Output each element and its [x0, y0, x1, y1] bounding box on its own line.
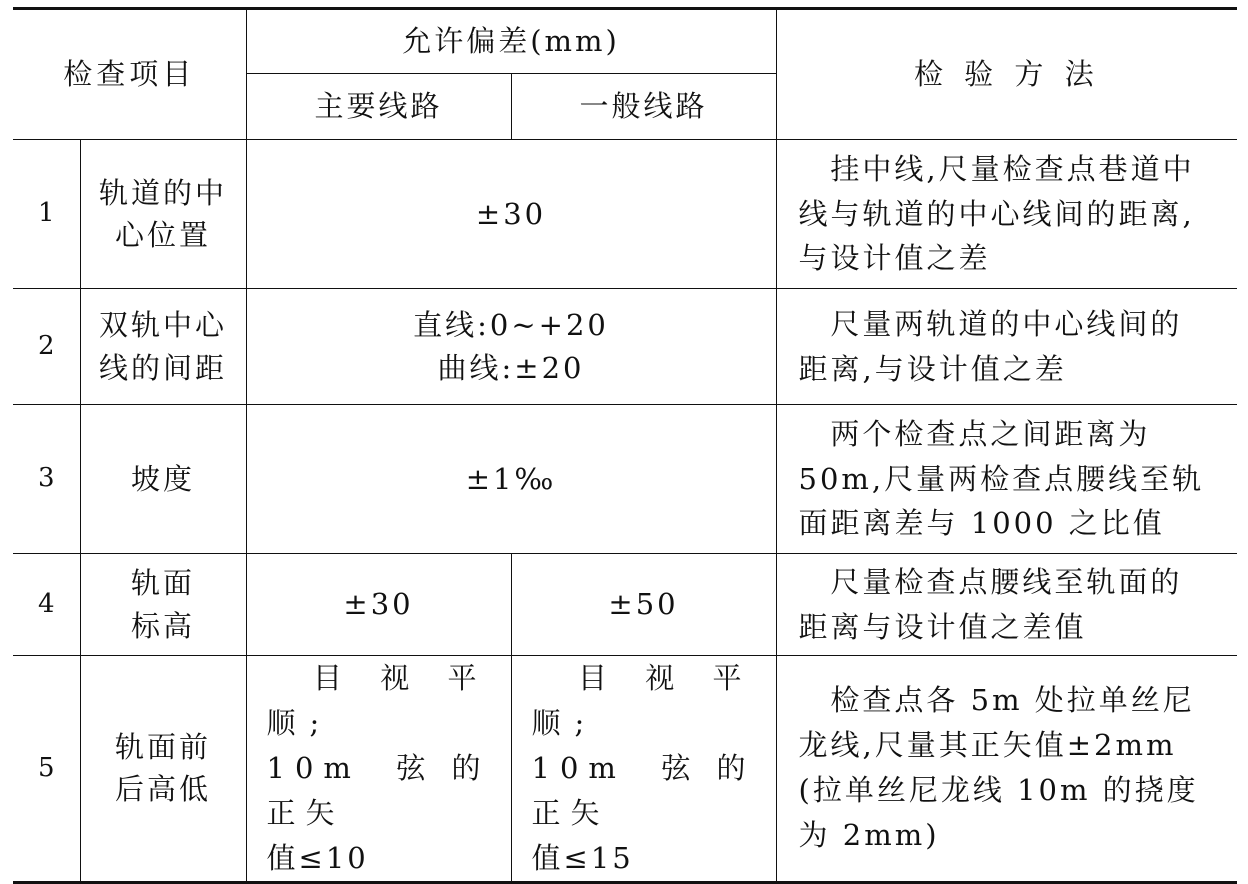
row-method: [776, 289, 1237, 405]
row-item-line: 标高: [131, 608, 196, 643]
row-method: [776, 405, 1237, 554]
header-general-line: 一般线路: [511, 74, 776, 140]
row-method-line: 挂中线,尺量检查点巷道中: [830, 151, 1195, 186]
row-item-line: 轨道的中: [99, 175, 228, 210]
row-value-line: 目视平顺;: [531, 661, 756, 740]
row-tolerance: ±1‰: [246, 405, 776, 554]
row-tolerance: ±30: [246, 140, 776, 289]
row-tolerance: [246, 289, 776, 405]
row-general-line-value: [511, 656, 776, 883]
row-method-line: 尺量检查点腰线至轨面的: [830, 564, 1183, 599]
header-row-top: [13, 9, 1237, 74]
row-item-line: 后高低: [115, 772, 212, 807]
row-method-line: 龙线,尺量其正矢值±2mm: [798, 728, 1177, 763]
row-item-line: 轨面前: [115, 730, 212, 765]
row-main-line-value: [246, 656, 511, 883]
row-item-line: 坡度: [131, 461, 196, 496]
row-item: [80, 140, 246, 289]
header-tolerance: 允许偏差(mm): [246, 9, 776, 74]
row-method: [776, 140, 1237, 289]
row-method-line: 为 2mm): [798, 818, 940, 853]
table-row: [13, 140, 1237, 289]
row-item: [80, 554, 246, 656]
row-item: [80, 405, 246, 554]
row-value-line: 值≤15: [531, 840, 634, 875]
table-row: [13, 656, 1237, 883]
row-method-line: 距离,与设计值之差: [798, 351, 1067, 386]
row-method-line: 尺量两轨道的中心线间的: [830, 306, 1183, 341]
row-method-line: 面距离差与 1000 之比值: [798, 506, 1165, 541]
row-method-line: 检查点各 5m 处拉单丝尼: [830, 683, 1195, 718]
row-method-line: (拉单丝尼龙线 10m 的挠度: [798, 773, 1199, 808]
row-tolerance-line: 曲线:±20: [437, 350, 585, 385]
row-method-line: 距离与设计值之差值: [798, 609, 1087, 644]
row-number: 3: [13, 405, 80, 554]
table-row: [13, 554, 1237, 656]
inspection-table: [13, 7, 1237, 884]
row-method-line: 50m,尺量两检查点腰线至轨: [798, 461, 1205, 496]
row-tolerance-line: 直线:0~+20: [413, 308, 609, 343]
row-item-line: 心位置: [115, 218, 212, 252]
row-method-line: 与设计值之差: [798, 241, 991, 276]
row-value-line: 目视平顺;: [266, 661, 491, 740]
table-row: [13, 405, 1237, 554]
row-method-line: 两个检查点之间距离为: [830, 416, 1151, 451]
row-item: [80, 289, 246, 405]
header-main-line: 主要线路: [246, 74, 511, 140]
row-method: [776, 554, 1237, 656]
table-row: [13, 289, 1237, 405]
row-method: [776, 656, 1237, 883]
row-value-line: 10m 弦的正矢: [266, 750, 491, 830]
row-number: 1: [13, 140, 80, 289]
row-item-line: 双轨中心: [99, 308, 228, 343]
row-general-line-value: ±50: [511, 554, 776, 656]
header-method: 检 验 方 法: [776, 9, 1237, 140]
row-value-line: 10m 弦的正矢: [531, 750, 756, 830]
header-item: 检查项目: [13, 9, 246, 140]
row-number: 4: [13, 554, 80, 656]
row-method-line: 线与轨道的中心线间的距离,: [798, 196, 1195, 231]
row-main-line-value: ±30: [246, 554, 511, 656]
row-number: 2: [13, 289, 80, 405]
row-item-line: 轨面: [131, 566, 196, 601]
row-number: 5: [13, 656, 80, 883]
row-value-line: 值≤10: [266, 840, 369, 875]
row-item-line: 线的间距: [99, 350, 228, 385]
row-item: [80, 656, 246, 883]
